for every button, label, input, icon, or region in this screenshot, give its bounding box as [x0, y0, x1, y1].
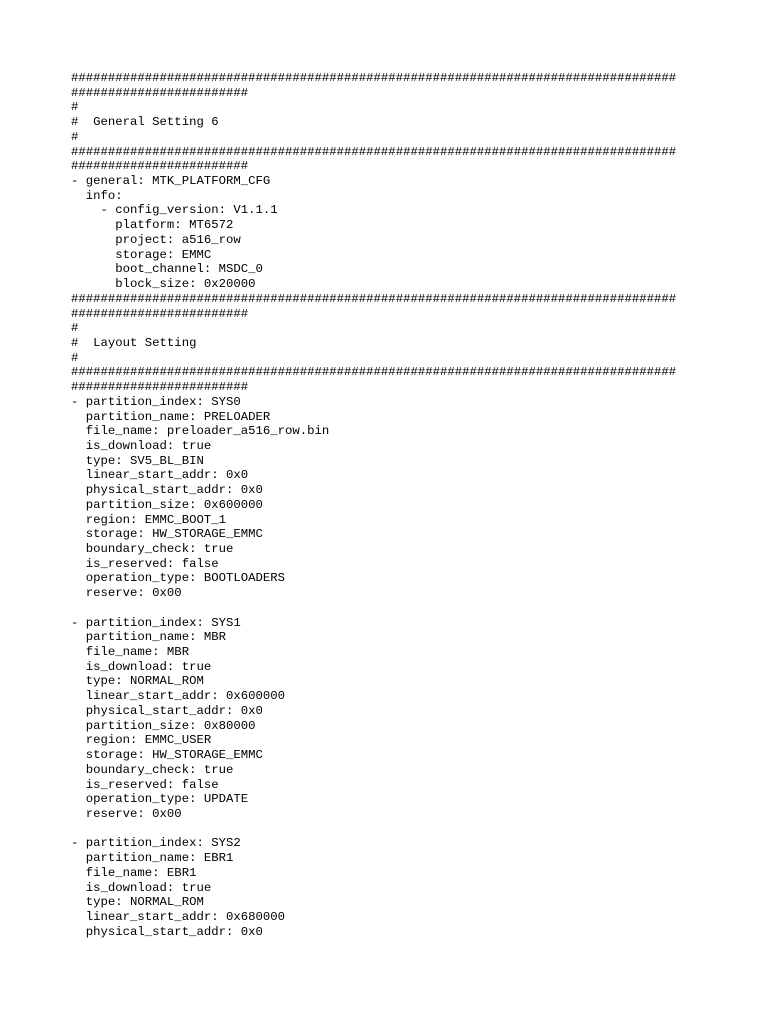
text-line: is_download: true: [71, 438, 212, 453]
text-line: ##################################################################################: [71, 144, 677, 159]
text-line: linear_start_addr: 0x0: [71, 468, 249, 483]
text-line: type: NORMAL_ROM: [71, 674, 204, 689]
text-line: ##################################################################################: [71, 365, 677, 380]
text-line: ########################: [71, 159, 249, 174]
section-heading-general: # General Setting 6: [71, 115, 219, 130]
text-line: partition_name: PRELOADER: [71, 409, 271, 424]
text-line: type: SV5_BL_BIN: [71, 453, 204, 468]
text-line: type: NORMAL_ROM: [71, 895, 204, 910]
text-line: physical_start_addr: 0x0: [71, 703, 263, 718]
text-line: is_reserved: false: [71, 556, 219, 571]
text-line: #: [71, 350, 79, 365]
text-line: partition_size: 0x600000: [71, 497, 263, 512]
text-line: file_name: preloader_a516_row.bin: [71, 424, 330, 439]
text-line: reserve: 0x00: [71, 586, 182, 601]
text-line: boundary_check: true: [71, 542, 234, 556]
text-line: storage: HW_STORAGE_EMMC: [71, 748, 263, 763]
text-line: #: [71, 321, 79, 336]
text-line: ########################: [71, 85, 249, 100]
text-line: region: EMMC_USER: [71, 733, 212, 748]
text-line: reserve: 0x00: [71, 806, 182, 821]
text-line: is_reserved: false: [71, 777, 219, 792]
text-line: storage: EMMC: [71, 247, 212, 262]
text-line: operation_type: UPDATE: [71, 792, 249, 807]
text-line: linear_start_addr: 0x600000: [71, 689, 286, 704]
text-line: partition_size: 0x80000: [71, 718, 256, 733]
text-line: region: EMMC_BOOT_1: [71, 512, 226, 527]
text-line: partition_name: MBR: [71, 630, 226, 645]
text-line: platform: MT6572: [71, 218, 234, 233]
text-line: is_download: true: [71, 659, 212, 674]
text-line: boot_channel: MSDC_0: [71, 262, 263, 277]
blank-line: [71, 601, 731, 616]
text-line: info:: [71, 188, 123, 203]
text-line: file_name: EBR1: [71, 865, 197, 880]
text-line: project: a516_row: [71, 232, 241, 247]
text-line: ##################################################################################: [71, 71, 677, 85]
text-line: partition_name: EBR1: [71, 851, 234, 866]
text-line: boundary_check: true: [71, 762, 234, 777]
section-heading-layout: # Layout Setting: [71, 335, 197, 350]
text-line: file_name: MBR: [71, 645, 190, 660]
text-line: #: [71, 129, 79, 144]
text-line: ########################: [71, 306, 249, 321]
text-line: - general: MTK_PLATFORM_CFG: [71, 174, 271, 189]
text-line: - config_version: V1.1.1: [71, 203, 278, 218]
text-line: ########################: [71, 380, 249, 395]
blank-line: [71, 822, 731, 837]
text-line: - partition_index: SYS0: [71, 394, 241, 409]
text-line: storage: HW_STORAGE_EMMC: [71, 527, 263, 542]
text-line: - partition_index: SYS1: [71, 615, 241, 630]
text-line: #: [71, 100, 79, 115]
text-line: physical_start_addr: 0x0: [71, 483, 263, 498]
text-line: physical_start_addr: 0x0: [71, 924, 263, 939]
text-line: block_size: 0x20000: [71, 277, 256, 292]
text-line: is_download: true: [71, 880, 212, 895]
document-page: [71, 71, 731, 939]
text-line: ##################################################################################: [71, 291, 677, 306]
text-line: linear_start_addr: 0x680000: [71, 909, 286, 924]
text-line: operation_type: BOOTLOADERS: [71, 571, 286, 586]
text-line: - partition_index: SYS2: [71, 836, 241, 851]
